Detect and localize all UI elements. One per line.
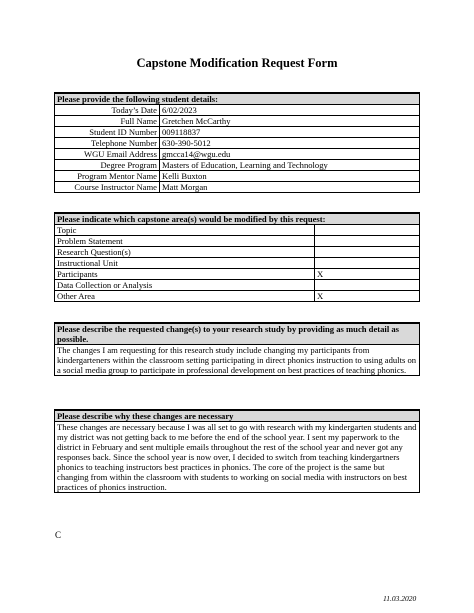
table-row xyxy=(55,138,420,149)
row-label: Course Instructor Name xyxy=(55,182,160,193)
area-mark: X xyxy=(315,291,420,302)
table-row xyxy=(55,280,420,291)
table-row xyxy=(55,182,420,193)
area-label: Data Collection or Analysis xyxy=(55,280,315,291)
area-mark xyxy=(315,225,420,236)
area-label: Instructional Unit xyxy=(55,258,315,269)
area-mark xyxy=(315,280,420,291)
student-details-table xyxy=(54,92,420,193)
reasons-header: Please describe why these changes are necessary xyxy=(55,410,420,422)
area-label: Other Area xyxy=(55,291,315,302)
row-value: Gretchen McCarthy xyxy=(160,116,420,127)
row-value: gmcca14@wgu.edu xyxy=(160,149,420,160)
row-label: Program Mentor Name xyxy=(55,171,160,182)
table-row xyxy=(55,291,420,302)
row-label: WGU Email Address xyxy=(55,149,160,160)
table-row xyxy=(55,160,420,171)
area-mark xyxy=(315,258,420,269)
table-row xyxy=(55,116,420,127)
table-row xyxy=(55,171,420,182)
requested-changes-header: Please describe the requested change(s) to your research study by providing as much detail as possible. xyxy=(55,323,420,345)
area-label: Research Question(s) xyxy=(55,247,315,258)
row-value: 630-390-5012 xyxy=(160,138,420,149)
area-label: Problem Statement xyxy=(55,236,315,247)
table-row xyxy=(55,127,420,138)
area-mark xyxy=(315,247,420,258)
row-value: 009118837 xyxy=(160,127,420,138)
table-row xyxy=(55,236,420,247)
row-label: Degree Program xyxy=(55,160,160,171)
table-row xyxy=(55,149,420,160)
table-row xyxy=(55,269,420,280)
capstone-areas-table xyxy=(54,212,420,302)
table-row xyxy=(55,105,420,116)
student-details-header: Please provide the following student details: xyxy=(55,93,420,105)
form-title: Capstone Modification Request Form xyxy=(136,56,338,70)
capstone-areas-header: Please indicate which capstone area(s) would be modified by this request: xyxy=(55,213,420,225)
row-value: Matt Morgan xyxy=(160,182,420,193)
table-row xyxy=(55,258,420,269)
table-row xyxy=(55,247,420,258)
reasons-text: These changes are necessary because I was all set to go with research with my kindergarten students and my district was not getting back to me before the end of the school year. I sent my paperwork to the district in February and sent multiple emails throughout the rest of the school year and never got any responses back. Since the school year is now over, I decided to switch from teaching kindergartners phonics to teaching instructors best practices in phonics. The core of the project is the same but changing from within the classroom with students to working on social media with instructors on best practices of phonics instruction. xyxy=(55,422,420,493)
requested-changes-text: The changes I am requesting for this research study include changing my participants from kindergarteners within the classroom setting participating in direct phonics instruction to using adults on a social media group to participate in professional development on best practices of teaching phonics. xyxy=(55,345,420,376)
row-value: Masters of Education, Learning and Technology xyxy=(160,160,420,171)
row-label: Student ID Number xyxy=(55,127,160,138)
page-mark: C xyxy=(55,530,62,540)
area-label: Participants xyxy=(55,269,315,280)
area-mark: X xyxy=(315,269,420,280)
row-value: 6/02/2023 xyxy=(160,105,420,116)
row-value: Kelli Buxton xyxy=(160,171,420,182)
row-label: Full Name xyxy=(55,116,160,127)
row-label: Telephone Number xyxy=(55,138,160,149)
row-label: Today’s Date xyxy=(55,105,160,116)
reasons-table xyxy=(54,409,420,493)
requested-changes-table xyxy=(54,322,420,376)
area-mark xyxy=(315,236,420,247)
footer-date: 11.03.2020 xyxy=(383,594,417,603)
table-row xyxy=(55,225,420,236)
area-label: Topic xyxy=(55,225,315,236)
